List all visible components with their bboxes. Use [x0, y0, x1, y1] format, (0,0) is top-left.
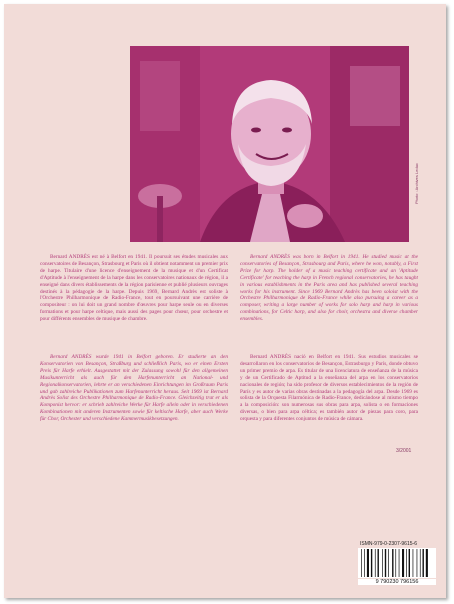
composer-portrait-photo	[130, 46, 409, 242]
bio-english-text: Bernard ANDRÈS was born in Belfort in 1941. He studied music at the conservatories of Besançon, Strasbourg and Paris, where he won, notably, a First Prize for harp. The holder of a music teaching certificate and an 'Aptitude Certificate' for teaching the harp in French regional conservatories, he has taught in various establishments in the Paris area and has published several teaching works for his instrument. Since 1969 Bernard Andrès has been soloist with the Orchestre Philharmonique de Radio-France while also pursuing a career as a composer, writing a large number of works for solo harp and harp in various combinations, for Celtic harp, and also for choir, orchestra and diverse chamber ensembles.	[240, 254, 418, 323]
bio-spanish	[240, 354, 418, 423]
book-back-cover	[4, 4, 446, 598]
bio-english	[240, 254, 418, 323]
bio-german-text: Bernard ANDRÈS wurde 1941 in Belfort geboren. Er studierte an den Konservatorien von Besançon, Straßburg und schließlich Paris, wo er einen Ersten Preis für Harfe erhielt. Ausgestattet mit der Zulassung sowohl für den allgemeinen Musikunterricht als auch für den Harfenunterricht an National- und Regionalkonservatorien, lehrte er an verschiedenen Einrichtungen im Großraum Paris und gab zahlreiche Publikationen zum Harfenunterricht heraus. Seit 1969 ist Bernard Andrès Solist des Orchestre Philharmonique de Radio-France. Gleichzeitig trat er als Komponist hervor: er schrieb zahlreiche Werke für Harfe allein oder in verschiedenen Kombinationen mit anderen Instrumenten sowie für keltische Harfe, aber auch Werke für Chor, Orchester und verschiedene Kammermusikbesetzungen.	[40, 354, 228, 423]
catalog-code: 3/2001	[396, 448, 412, 454]
portrait-illustration	[130, 46, 409, 242]
bio-french-text: Bernard ANDRÈS est né à Belfort en 1941. Il poursuit ses études musicales aux conservatoires de Besançon, Strasbourg et Paris où il obtient notamment un premier prix de harpe. Titulaire d'une licence d'enseignement de la musique et d'un Certificat d'Aptitude à l'enseignement de la harpe dans les conservatoires nationaux de région, il a enseigné dans divers établissements de la région parisienne et publié plusieurs ouvrages destinés à la pédagogie de la harpe. Depuis 1969, Bernard Andrès est soliste à l'Orchestre Philharmonique de Radio-France, tout en poursuivant une carrière de compositeur : on lui doit un grand nombre d'œuvres pour harpe seule ou en diverses formations et pour harpe celtique, mais aussi des pages pour chœur, pour orchestre et pour différents ensembles de musique de chambre.	[40, 254, 228, 323]
bio-spanish-text: Bernard ANDRÈS nació en Belfort en 1941. Sus estudios musicales se desarrollaron en los conservatorios de Besançon, Estrasburgo y París, donde obtuvo un primer premio de arpa. Es titular de una licenciatura de enseñanza de la música y de un Certificado de Aptitud a la enseñanza del arpa en los conservatorios nacionales de región; ha sido profesor de diversos establecimientos de la región de París y es autor de varias obras destinadas a la pedagogía del arpa. Desde 1969 es solista de la Orquesta Filarmónica de Radio-France, dedicándose al mismo tiempo a la composición: son numerosas sus obras para arpa, solista o en formaciones diversas, o bien para arpa céltica; es también autor de piezas para coro, para orquesta y para diferentes conjuntos de música de cámara.	[240, 354, 418, 423]
ismn-number: ISMN-979-0-2307-9615-6	[360, 541, 417, 547]
bio-german	[40, 354, 228, 423]
barcode-digits: 9 790230 796156	[358, 579, 436, 585]
barcode-graphic	[358, 548, 436, 578]
photo-credit: Photo : Archives Leduc	[414, 163, 419, 204]
bio-french	[40, 254, 228, 323]
